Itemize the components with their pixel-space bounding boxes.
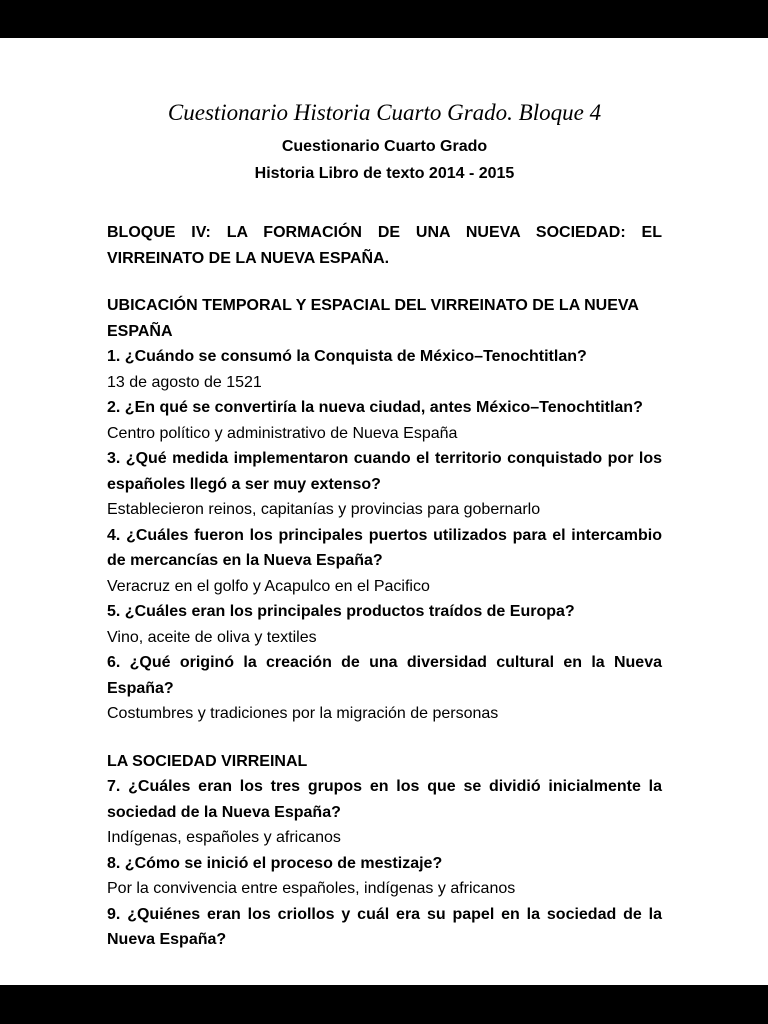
question-text: 2. ¿En qué se convertiría la nueva ciudad, antes México–Tenochtitlan? [107, 399, 643, 416]
document-page [0, 38, 768, 985]
answer-text: Costumbres y tradiciones por la migración de personas [107, 705, 499, 722]
section-heading: LA SOCIEDAD VIRREINAL [107, 752, 308, 770]
document-subtitle-2: Historia Libro de texto 2014 - 2015 [254, 165, 515, 182]
document-title: Cuestionario Historia Cuarto Grado. Bloque 4 [167, 100, 602, 125]
question-text: 4. ¿Cuáles fueron los principales puertos utilizados para el intercambio de mercancías en la Nueva España? [107, 526, 662, 569]
answer-text: Centro político y administrativo de Nueva España [107, 424, 458, 442]
section-heading: UBICACIÓN TEMPORAL Y ESPACIAL DEL VIRREINATO DE LA NUEVA ESPAÑA [107, 297, 639, 340]
bottom-letterbox-bar [0, 985, 768, 1024]
question-text: 6. ¿Qué originó la creación de una diversidad cultural en la Nueva España? [107, 654, 662, 697]
answer-text: Vino, aceite de oliva y textiles [107, 628, 317, 646]
question-text: 3. ¿Qué medida implementaron cuando el territorio conquistado por los españoles llegó a ser muy extenso? [107, 450, 662, 493]
question-text: 9. ¿Quiénes eran los criollos y cuál era su papel en la sociedad de la Nueva España? [107, 905, 662, 948]
document-body [107, 220, 662, 953]
question-text: 8. ¿Cómo se inició el proceso de mestizaje? [107, 854, 443, 872]
answer-text: Veracruz en el golfo y Acapulco en el Pacifico [107, 577, 430, 595]
question-text: 7. ¿Cuáles eran los tres grupos en los que se dividió inicialmente la sociedad de la Nueva España? [107, 778, 662, 821]
answer-text: Por la convivencia entre españoles, indígenas y africanos [107, 880, 516, 897]
top-letterbox-bar [0, 0, 768, 38]
block-heading: BLOQUE IV: LA FORMACIÓN DE UNA NUEVA SOCIEDAD: EL VIRREINATO DE LA NUEVA ESPAÑA. [107, 224, 662, 267]
document-subtitle-1: Cuestionario Cuarto Grado [281, 138, 488, 155]
question-text: 5. ¿Cuáles eran los principales productos traídos de Europa? [107, 603, 575, 620]
answer-text: Indígenas, españoles y africanos [107, 829, 341, 846]
answer-text: 13 de agosto de 1521 [107, 373, 262, 391]
question-text: 1. ¿Cuándo se consumó la Conquista de México–Tenochtitlan? [107, 348, 587, 365]
answer-text: Establecieron reinos, capitanías y provincias para gobernarlo [107, 501, 541, 518]
